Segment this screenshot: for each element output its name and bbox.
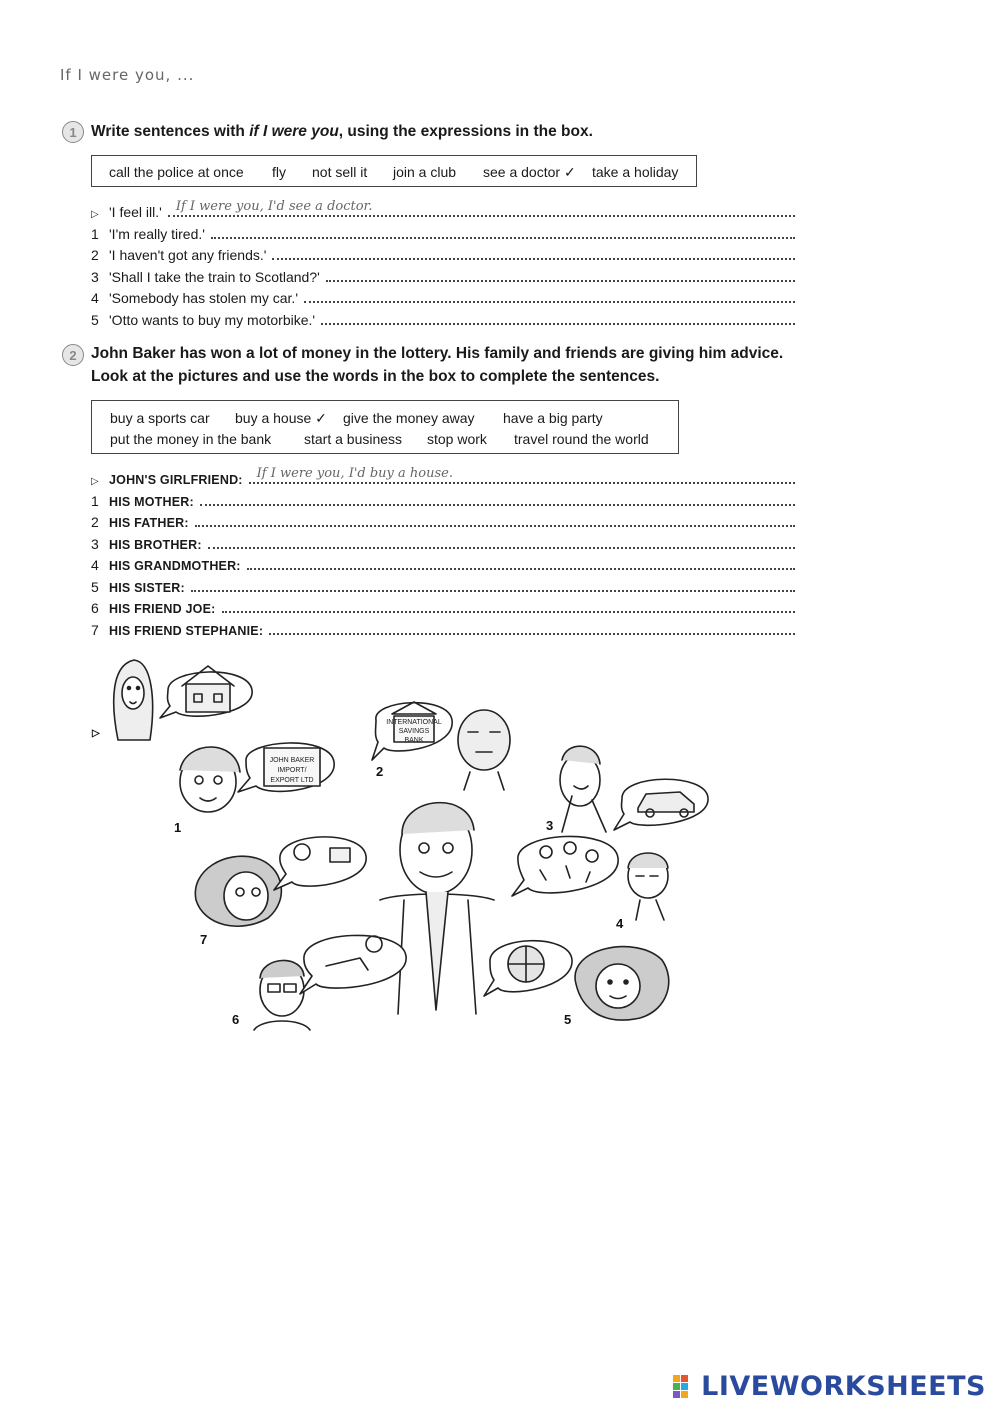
girlfriend-figure	[114, 660, 153, 740]
item-number: 4	[91, 557, 99, 573]
item-speaker: HIS FRIEND STEPHANIE:	[109, 624, 264, 638]
picture-label-4: 4	[616, 916, 624, 931]
example-marker: ▷	[91, 476, 99, 487]
picture-label-7: 7	[200, 932, 208, 947]
sign-bank-line: BANK	[404, 737, 424, 744]
box-expression: travel round the world	[514, 431, 649, 447]
item-number: 6	[91, 600, 99, 616]
item-question: 'Somebody has stolen my car.'	[109, 290, 298, 306]
picture-label-6: 6	[232, 1012, 240, 1027]
exercise-2-title-line-1: John Baker has won a lot of money in the lottery. His family and friends are giving him advice.	[91, 345, 784, 362]
brother-figure	[560, 746, 606, 832]
logo-icon	[673, 1373, 697, 1401]
world-speech-bubble	[484, 941, 572, 996]
item-number: 2	[91, 247, 99, 263]
box-expression: have a big party	[503, 410, 603, 426]
item-speaker: HIS FRIEND JOE:	[109, 602, 216, 616]
give-away-speech-bubble	[274, 837, 366, 890]
item-number: 3	[91, 269, 99, 285]
picture-label-1: 1	[174, 820, 182, 835]
item-number: 1	[91, 493, 99, 509]
stephanie-figure	[195, 856, 281, 926]
logo-text: LIVEWORKSHEETS	[701, 1371, 986, 1402]
exercise-1-title: Write sentences with if I were you, using the expressions in the box.	[91, 123, 593, 140]
example-answer: If I were you, I'd buy a house.	[256, 466, 453, 481]
item-number: 5	[91, 312, 99, 328]
box-expression: give the money away	[343, 410, 475, 426]
father-figure	[458, 710, 510, 790]
example-speaker: JOHN'S GIRLFRIEND:	[109, 473, 243, 487]
picture-label-2: 2	[376, 764, 384, 779]
sign-bank-line: INTERNATIONAL	[386, 719, 442, 726]
item-speaker: HIS MOTHER:	[109, 495, 194, 509]
item-question: 'Shall I take the train to Scotland?'	[109, 269, 320, 285]
grandmother-figure	[628, 853, 668, 920]
sign-business-line: IMPORT/	[277, 767, 307, 774]
box-expression: start a business	[304, 431, 403, 447]
item-speaker: HIS SISTER:	[109, 581, 185, 595]
item-number: 3	[91, 536, 99, 552]
exercise-1-number: 1	[62, 121, 84, 143]
house-speech-bubble	[160, 666, 252, 718]
box-expression: not sell it	[312, 164, 368, 180]
box-expression: put the money in the bank	[110, 431, 272, 447]
item-speaker: HIS GRANDMOTHER:	[109, 559, 241, 573]
sign-business-line: EXPORT LTD	[270, 777, 314, 784]
picture-label-5: 5	[564, 1012, 572, 1027]
sign-bank-line: SAVINGS	[398, 728, 430, 735]
box-expression: call the police at once	[109, 164, 244, 180]
john-baker-figure	[380, 803, 494, 1014]
box-expression: take a holiday	[592, 164, 679, 180]
item-question: 'Otto wants to buy my motorbike.'	[109, 312, 316, 328]
exercise-2-number: 2	[62, 344, 84, 366]
exercise-2-title-line-2: Look at the pictures and use the words in the box to complete the sentences.	[91, 368, 660, 385]
box-expression: fly	[272, 164, 286, 180]
sister-figure	[575, 947, 669, 1020]
item-speaker: HIS FATHER:	[109, 516, 189, 530]
item-number: 5	[91, 579, 99, 595]
picture-label-3: 3	[546, 818, 554, 833]
item-question: 'I'm really tired.'	[109, 226, 205, 242]
box-expression: join a club	[393, 164, 457, 180]
example-marker: ▷	[91, 209, 99, 220]
item-number: 1	[91, 226, 99, 242]
page-header: If I were you, ...	[60, 66, 195, 84]
item-speaker: HIS BROTHER:	[109, 538, 202, 552]
party-speech-bubble	[512, 836, 618, 896]
item-number: 4	[91, 290, 99, 306]
mother-figure	[180, 747, 240, 812]
box-expression: buy a sports car	[110, 410, 210, 426]
box-expression: stop work	[427, 431, 487, 447]
item-question: 'I haven't got any friends.'	[109, 247, 267, 263]
example-answer: If I were you, I'd see a doctor.	[175, 199, 373, 214]
holiday-speech-bubble	[300, 935, 406, 994]
liveworksheets-logo[interactable]	[673, 1371, 986, 1402]
box-expression: see a doctor ✓	[483, 164, 576, 180]
sign-business-line: JOHN BAKER	[269, 757, 315, 764]
car-speech-bubble	[614, 779, 708, 830]
item-number: 7	[91, 622, 99, 638]
box-expression: buy a house ✓	[235, 410, 327, 426]
illustration-marker: ▷	[92, 728, 100, 739]
item-number: 2	[91, 514, 99, 530]
joe-figure	[254, 960, 310, 1030]
example-question: 'I feel ill.'	[109, 204, 162, 220]
